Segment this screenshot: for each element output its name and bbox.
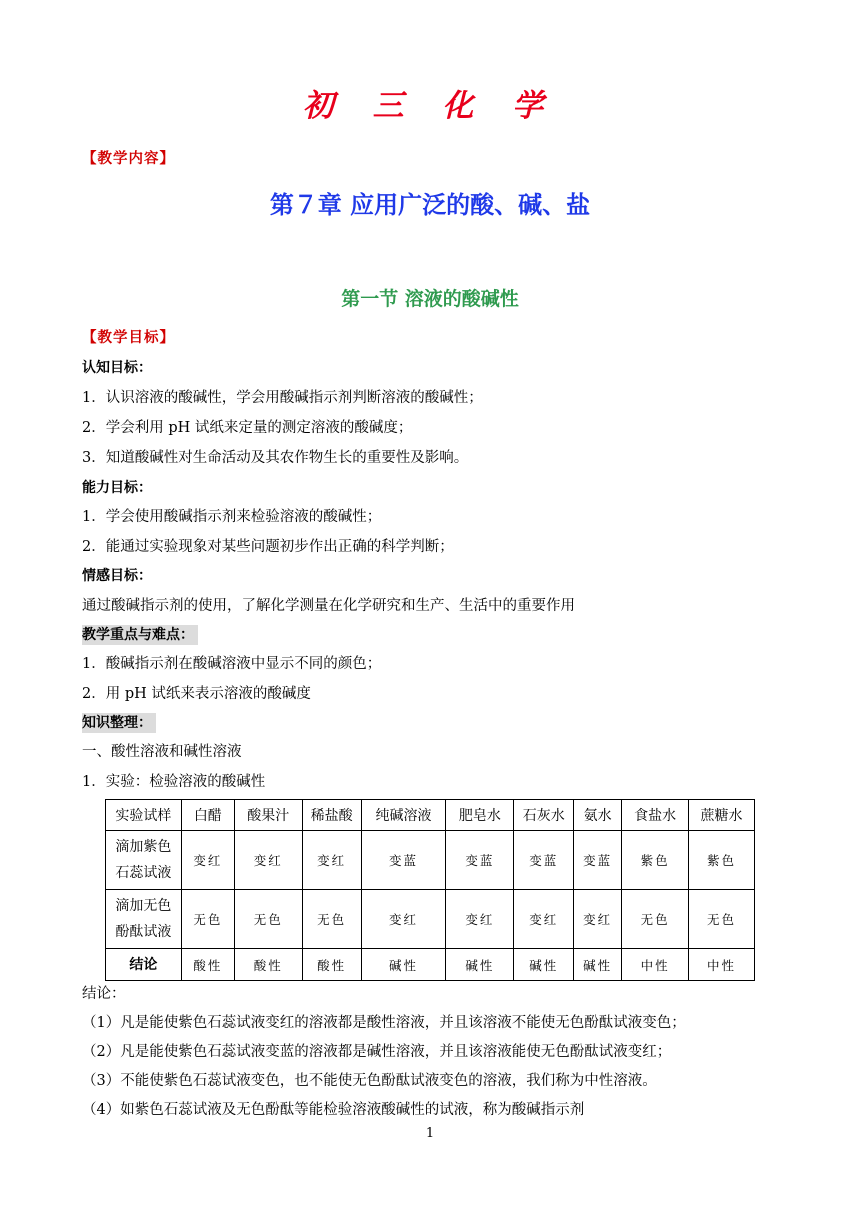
conclusion-item: （1）凡是能使紫色石蕊试液变红的溶液都是酸性溶液，并且该溶液不能使无色酚酞试液变色； [82, 1015, 686, 1031]
row-head-line: 滴加紫色 [115, 839, 172, 855]
table-cell: 紫色 [689, 831, 755, 890]
table-cell: 变红 [574, 890, 622, 949]
table-cell: 无色 [302, 890, 361, 949]
row-head-line: 酚酞试液 [115, 924, 172, 940]
table-header-cell: 食盐水 [622, 800, 689, 831]
emotion-text: 通过酸碱指示剂的使用，了解化学测量在化学研究和生产、生活中的重要作用 [82, 598, 575, 614]
table-header-cell: 肥皂水 [446, 800, 514, 831]
document-title: 初 三 化 学 [302, 88, 558, 124]
table-cell: 变蓝 [446, 831, 514, 890]
table-cell: 变蓝 [574, 831, 622, 890]
table-cell: 中性 [689, 949, 755, 981]
tag-teaching-goals: 【教学目标】 [82, 330, 175, 346]
table-cell: 酸性 [302, 949, 361, 981]
chapter-title: 第７章 应用广泛的酸、碱、盐 [269, 191, 591, 219]
key-point-item: 2．用 pH 试纸来表示溶液的酸碱度 [82, 686, 311, 702]
table-cell: 酸性 [181, 949, 234, 981]
table-cell: 碱性 [574, 949, 622, 981]
table-cell: 变蓝 [514, 831, 574, 890]
table-cell: 无色 [689, 890, 755, 949]
table-cell: 无色 [181, 890, 234, 949]
table-header-cell: 氨水 [574, 800, 622, 831]
row-head-litmus [106, 831, 182, 890]
table-row-litmus [106, 831, 755, 890]
table-cell: 碱性 [361, 949, 446, 981]
experiment-table [105, 799, 755, 981]
table-header-cell: 石灰水 [514, 800, 574, 831]
table-header-cell: 纯碱溶液 [361, 800, 446, 831]
table-cell: 变蓝 [361, 831, 446, 890]
table-cell: 中性 [622, 949, 689, 981]
table-cell: 变红 [446, 890, 514, 949]
table-header-cell: 实验试样 [106, 800, 182, 831]
row-head-line: 滴加无色 [115, 898, 172, 914]
table-cell: 变红 [514, 890, 574, 949]
conclusion-item: （3）不能使紫色石蕊试液变色，也不能使无色酚酞试液变色的溶液，我们称为中性溶液。 [82, 1073, 657, 1089]
table-cell: 无色 [622, 890, 689, 949]
knowledge-heading: 知识整理： [82, 713, 156, 733]
knowledge-subheading: 一、酸性溶液和碱性溶液 [82, 744, 242, 760]
cognitive-item: 1．认识溶液的酸碱性，学会用酸碱指示剂判断溶液的酸碱性； [82, 390, 483, 406]
tag-teaching-content: 【教学内容】 [82, 151, 175, 167]
cognitive-heading: 认知目标： [82, 360, 152, 376]
row-head-conclusion: 结论 [106, 949, 182, 981]
conclusion-item: （4）如紫色石蕊试液及无色酚酞等能检验溶液酸碱性的试液，称为酸碱指示剂 [82, 1102, 585, 1118]
table-header-cell: 蔗糖水 [689, 800, 755, 831]
page-number: 1 [425, 1126, 435, 1141]
key-points-heading: 教学重点与难点： [82, 625, 198, 645]
knowledge-subheading: 1．实验：检验溶液的酸碱性 [82, 774, 266, 790]
conclusion-item: （2）凡是能使紫色石蕊试液变蓝的溶液都是碱性溶液，并且该溶液能使无色酚酞试液变红； [82, 1044, 672, 1060]
table-header-cell: 稀盐酸 [302, 800, 361, 831]
table-cell: 变红 [181, 831, 234, 890]
section-title: 第一节 溶液的酸碱性 [341, 288, 519, 310]
table-cell: 变红 [302, 831, 361, 890]
table-cell: 紫色 [622, 831, 689, 890]
emotion-heading: 情感目标： [82, 568, 152, 584]
table-cell: 变红 [234, 831, 302, 890]
conclusion-heading: 结论： [82, 986, 126, 1002]
table-cell: 无色 [234, 890, 302, 949]
key-point-item: 1．酸碱指示剂在酸碱溶液中显示不同的颜色； [82, 656, 382, 672]
ability-heading: 能力目标： [82, 480, 152, 496]
ability-item: 1．学会使用酸碱指示剂来检验溶液的酸碱性； [82, 509, 382, 525]
table-header-cell: 酸果汁 [234, 800, 302, 831]
table-cell: 变红 [361, 890, 446, 949]
row-head-line: 石蕊试液 [115, 865, 172, 881]
table-header-row [106, 800, 755, 831]
cognitive-item: 2．学会利用 pH 试纸来定量的测定溶液的酸碱度； [82, 420, 413, 436]
table-cell: 碱性 [446, 949, 514, 981]
table-cell: 酸性 [234, 949, 302, 981]
table-header-cell: 白醋 [181, 800, 234, 831]
row-head-phenolphthalein [106, 890, 182, 949]
cognitive-item: 3．知道酸碱性对生命活动及其农作物生长的重要性及影响。 [82, 450, 469, 466]
table-row-phenolphthalein [106, 890, 755, 949]
table-cell: 碱性 [514, 949, 574, 981]
table-row-conclusion [106, 949, 755, 981]
ability-item: 2．能通过实验现象对某些问题初步作出正确的科学判断； [82, 539, 454, 555]
